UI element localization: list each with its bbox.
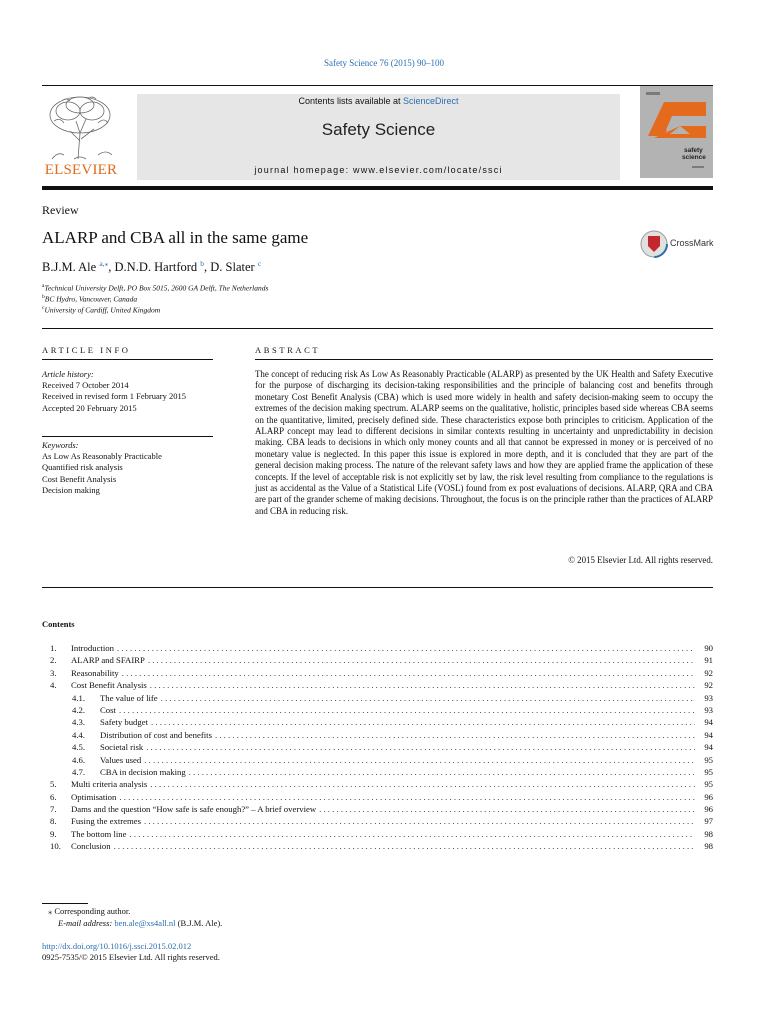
toc-entry-page[interactable]: 96 xyxy=(704,791,713,802)
toc-leader-dots xyxy=(146,741,695,753)
toc-leader-dots xyxy=(148,654,695,666)
toc-entry-number: 4.6. xyxy=(72,754,86,765)
toc-entry-page[interactable]: 92 xyxy=(704,680,713,691)
email-line: E-mail address: ben.ale@xs4all.nl (B.J.M. Ale). xyxy=(58,918,223,928)
keyword: As Low As Reasonably Practicable xyxy=(42,451,162,462)
toc-leader-dots xyxy=(319,803,695,815)
journal-cover-thumbnail[interactable] xyxy=(640,86,713,178)
toc-leader-dots xyxy=(119,791,695,803)
toc-entry-title[interactable]: Conclusion xyxy=(71,841,111,852)
toc-entry-page[interactable]: 95 xyxy=(704,779,713,790)
toc-entry-page[interactable]: 95 xyxy=(704,754,713,765)
toc-leader-dots xyxy=(151,716,695,728)
elsevier-wordmark[interactable]: ELSEVIER xyxy=(44,162,118,178)
toc-leader-dots xyxy=(215,729,695,741)
toc-entry[interactable] xyxy=(42,704,713,716)
toc-entry-number: 6. xyxy=(50,791,57,802)
toc-leader-dots xyxy=(144,754,695,766)
toc-entry-number: 4.1. xyxy=(72,692,86,703)
toc-entry[interactable] xyxy=(42,667,713,679)
issn-copyright: 0925-7535/© 2015 Elsevier Ltd. All rights reserved. xyxy=(42,952,220,962)
toc-entry-number: 2. xyxy=(50,655,57,666)
toc-leader-dots xyxy=(122,667,695,679)
toc-leader-dots xyxy=(150,679,695,691)
toc-entry-page[interactable]: 92 xyxy=(704,667,713,678)
header-rule-bottom xyxy=(42,186,713,190)
toc-entry-number: 4.3. xyxy=(72,717,86,728)
journal-homepage[interactable]: journal homepage: www.elsevier.com/locate/ssci xyxy=(254,165,503,175)
contents-heading: Contents xyxy=(42,619,75,629)
toc-entry-title[interactable]: Societal risk xyxy=(100,742,144,753)
author-list: B.J.M. Ale $^{a,⁎}$, D.N.D. Hartford $^b$, D. Slater $^c$ xyxy=(42,259,262,275)
elsevier-logo xyxy=(40,93,122,179)
abstract-text: The concept of reducing risk As Low As Reasonably Practicable (ALARP) as presented by the UK Health and Safety Executive for the purpose of discharging its decision-taking responsibilities and the principle of balancing cost and benefits through monetary Cost Benefit Analysis (CBA) which is used more widely in health and safety decision-making seem to occupy the extremes of the decision making spectrum. ALARP seems on the qualitative, holistic, principles based side whereas CBA seems on the quantitative, limited, precisely defined side. These characteristics expose both principles to criticism. Application of the ALARP concept may lead to different decisions in similar contexts resulting in uncertainty and unpredictability in decision making. CBA leads to decisions in which only money counts and all that cannot be expressed in money or is perceived of no monetary value is neglected. In this paper this issue is explored in more depth, and it is concluded that they are part of the general decision making process. The nature of the relevant safety laws and how they are applied frame the application of these concepts. If the level of acceptable risk is not explicitly set by law, the risk level resulting from compliance to the regulations is just as accidental as the Value of a Statistical Life (VOSL) found from ex post evaluations of decisions. ALARP, QRA and CBA are part of the grander scheme of making decisions. Throughout, the focus is on the principle rather than the practices of ALARP and CBA in reducing risk. xyxy=(255,369,713,516)
toc-entry[interactable] xyxy=(42,692,713,704)
toc-leader-dots xyxy=(144,815,695,827)
toc-entry[interactable] xyxy=(42,729,713,741)
toc-entry-title[interactable]: Dams and the question “How safe is safe enough?” – A brief overview xyxy=(71,804,317,815)
toc-entry-number: 8. xyxy=(50,816,57,827)
crossmark-badge[interactable] xyxy=(640,230,714,258)
toc-entry-page[interactable]: 97 xyxy=(704,816,713,827)
crossmark-label: CrossMark xyxy=(670,238,714,248)
toc-entry-page[interactable]: 95 xyxy=(704,766,713,777)
cover-logo-icon xyxy=(640,86,713,178)
toc-entry-title[interactable]: Multi criteria analysis xyxy=(71,779,148,790)
abstract-rule xyxy=(255,359,713,360)
article-info-rule xyxy=(42,359,213,360)
article-title: ALARP and CBA all in the same game xyxy=(42,228,309,247)
toc-entry-title[interactable]: Cost Benefit Analysis xyxy=(71,680,147,691)
toc-entry-number: 10. xyxy=(50,841,61,852)
toc-entry-title[interactable]: Values used xyxy=(100,754,142,765)
toc-entry-page[interactable]: 96 xyxy=(704,804,713,815)
toc-entry-page[interactable]: 91 xyxy=(704,655,713,666)
corresponding-author-note: ⁎ Corresponding author. xyxy=(48,906,131,916)
abstract-copyright: © 2015 Elsevier Ltd. All rights reserved. xyxy=(568,555,713,565)
svg-text:science: science xyxy=(682,154,706,161)
doi-link[interactable]: http://dx.doi.org/10.1016/j.ssci.2015.02.012 xyxy=(42,941,192,951)
toc-entry-page[interactable]: 98 xyxy=(704,828,713,839)
toc-entry-title[interactable]: The value of life xyxy=(100,692,158,703)
elsevier-tree-icon xyxy=(40,93,122,163)
journal-banner xyxy=(137,94,620,180)
toc-entry[interactable] xyxy=(42,741,713,753)
toc-entry-title[interactable]: Safety budget xyxy=(100,717,149,728)
toc-leader-dots xyxy=(117,642,695,654)
keyword: Quantified risk analysis xyxy=(42,462,123,473)
toc-entry-title[interactable]: Introduction xyxy=(71,643,114,653)
article-type: Review xyxy=(42,203,79,217)
toc-entry[interactable] xyxy=(42,654,713,666)
toc-entry-title[interactable]: Cost xyxy=(100,704,116,715)
toc-entry-number: 9. xyxy=(50,828,57,839)
affiliation-b: $^b$BC Hydro, Vancouver, Canada xyxy=(42,294,138,304)
author-email-link[interactable]: ben.ale@xs4all.nl xyxy=(114,918,176,928)
sciencedirect-link[interactable]: ScienceDirect xyxy=(403,96,459,106)
divider-below-abstract xyxy=(42,587,713,588)
svg-text:safety: safety xyxy=(684,147,703,154)
author-3: D. Slater xyxy=(210,260,258,275)
toc-leader-dots xyxy=(189,766,695,778)
contents-availability: Contents lists available at ScienceDirect xyxy=(298,96,459,106)
toc-entry-title[interactable]: The bottom line xyxy=(71,828,127,839)
toc-entry-number: 5. xyxy=(50,779,57,790)
toc-entry-title[interactable]: Optimisation xyxy=(71,791,117,802)
toc-entry-title[interactable]: Reasonability xyxy=(71,667,119,678)
toc-entry-page[interactable]: 94 xyxy=(704,729,713,740)
toc-entry[interactable] xyxy=(42,815,713,827)
toc-leader-dots xyxy=(114,840,695,852)
toc-entry[interactable] xyxy=(42,840,713,852)
author-2: D.N.D. Hartford xyxy=(114,260,201,275)
toc-leader-dots xyxy=(150,778,695,790)
toc-entry-page[interactable]: 98 xyxy=(704,841,713,852)
crossmark-icon xyxy=(640,230,668,258)
author-2-affiliation[interactable]: b xyxy=(200,259,205,268)
keywords-rule xyxy=(42,436,213,437)
history-revised: Received in revised form 1 February 2015 xyxy=(42,391,186,402)
toc-entry-title[interactable]: ALARP and SFAIRP xyxy=(71,655,145,666)
toc-entry-title[interactable]: Distribution of cost and benefits xyxy=(100,729,212,740)
affiliation-a: $^a$Technical University Delft, PO Box 5015, 2600 GA Delft, The Netherlands xyxy=(42,283,269,293)
footnote-rule xyxy=(42,903,88,904)
toc-entry-number: 4.4. xyxy=(72,729,86,740)
toc-entry-title[interactable]: CBA in decision making xyxy=(100,766,186,777)
toc-entry-number: 7. xyxy=(50,804,57,815)
toc-entry-number: 4.5. xyxy=(72,742,86,753)
toc-entry[interactable] xyxy=(42,679,713,691)
abstract-heading: ABSTRACT xyxy=(255,345,321,355)
toc-entry-page[interactable]: 94 xyxy=(704,742,713,753)
table-of-contents xyxy=(42,642,713,853)
toc-entry[interactable] xyxy=(42,828,713,840)
toc-entry[interactable] xyxy=(42,791,713,803)
toc-entry[interactable] xyxy=(42,766,713,778)
keywords-label: Keywords: xyxy=(42,440,79,450)
toc-entry[interactable] xyxy=(42,803,713,815)
divider-above-info xyxy=(42,328,713,329)
toc-entry-number: 1. xyxy=(50,643,57,653)
toc-entry[interactable] xyxy=(42,716,713,728)
history-accepted: Accepted 20 February 2015 xyxy=(42,402,137,413)
article-history xyxy=(42,369,213,414)
author-1: B.J.M. Ale xyxy=(42,260,100,275)
affiliation-c: $^c$University of Cardiff, United Kingdom xyxy=(42,305,161,315)
toc-entry-title[interactable]: Fusing the extremes xyxy=(71,816,141,827)
history-label: Article history: xyxy=(42,369,94,379)
toc-entry-number: 4.7. xyxy=(72,766,86,777)
author-1-affiliation[interactable]: a,⁎ xyxy=(99,259,109,268)
history-received: Received 7 October 2014 xyxy=(42,380,129,391)
toc-entry-page[interactable]: 90 xyxy=(704,643,713,653)
keyword: Cost Benefit Analysis xyxy=(42,473,117,484)
journal-reference[interactable]: Safety Science 76 (2015) 90–100 xyxy=(324,58,444,68)
toc-entry-page[interactable]: 93 xyxy=(704,692,713,703)
toc-entry-number: 3. xyxy=(50,667,57,678)
header-rule-top xyxy=(42,85,713,86)
author-3-affiliation[interactable]: c xyxy=(257,259,262,268)
article-info-heading: ARTICLE INFO xyxy=(42,345,131,355)
toc-entry-page[interactable]: 94 xyxy=(704,717,713,728)
toc-entry-number: 4. xyxy=(50,680,57,691)
toc-entry-number: 4.2. xyxy=(72,704,86,715)
journal-title: Safety Science xyxy=(321,120,436,139)
toc-leader-dots xyxy=(161,692,695,704)
keyword: Decision making xyxy=(42,484,100,495)
toc-entry[interactable] xyxy=(42,642,713,654)
toc-entry[interactable] xyxy=(42,778,713,790)
keywords xyxy=(42,440,213,496)
toc-leader-dots xyxy=(130,828,696,840)
toc-leader-dots xyxy=(119,704,695,716)
toc-entry[interactable] xyxy=(42,754,713,766)
toc-entry-page[interactable]: 93 xyxy=(704,704,713,715)
